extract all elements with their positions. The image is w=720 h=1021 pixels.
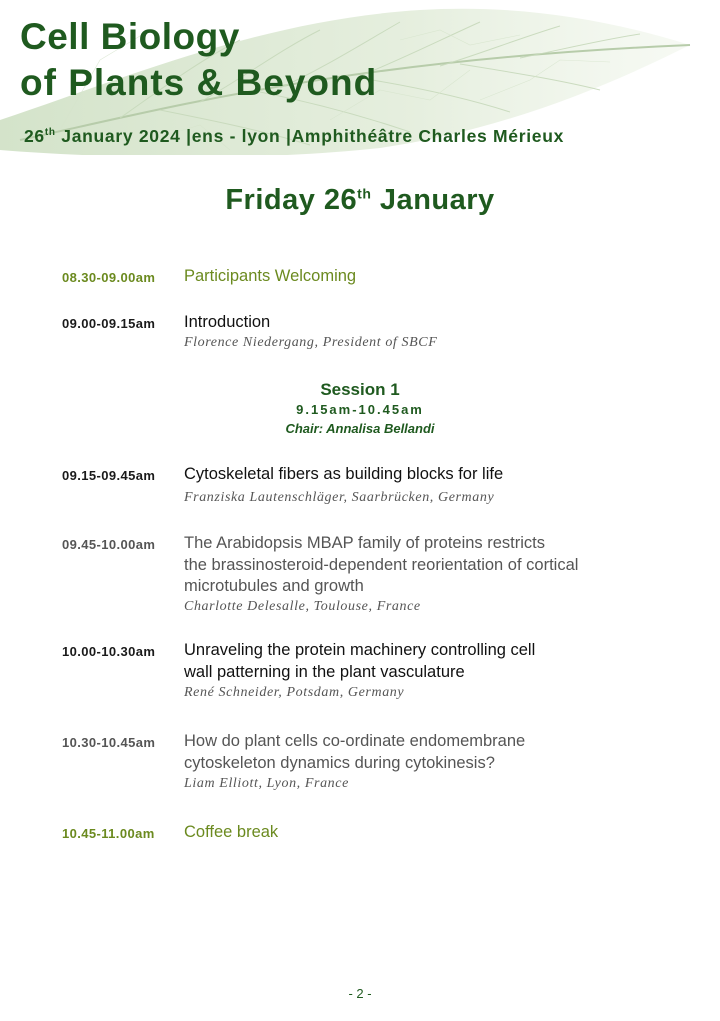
talk-title-line: cytoskeleton dynamics during cytokinesis? [184,753,495,772]
talk-title-line: microtubules and growth [184,577,364,595]
conference-title [20,14,377,106]
conference-title-line2: of Plants & Beyond [20,62,378,103]
conference-date-suffix: th [44,127,56,139]
schedule-content [184,464,684,506]
talk-title-line: wall patterning in the plant vasculature [184,662,465,681]
schedule-content [184,640,684,701]
header-banner [0,0,720,155]
talk-title: Participants Welcoming [184,267,357,285]
session-chair: Chair: Annalisa Bellandi [285,421,435,436]
schedule-content [184,533,684,615]
schedule-time: 10.00-10.30am [62,644,156,659]
speaker: Liam Elliott, Lyon, France [184,776,349,791]
talk-title-line: the brassinosteroid-dependent reorientation of cortical [184,555,579,574]
schedule-time: 09.15-09.45am [62,468,156,483]
speaker: Charlotte Delesalle, Toulouse, France [184,598,421,614]
schedule-time: 10.30-10.45am [62,735,156,750]
schedule-content [184,731,684,792]
schedule-time: 09.00-09.15am [62,316,156,331]
session-header [0,380,720,436]
speaker: Florence Niedergang, President of SBCF [184,334,438,350]
conference-title-line1: Cell Biology [20,16,240,57]
speaker: René Schneider, Potsdam, Germany [184,685,405,700]
day-title-suffix: th [357,185,372,202]
talk-title: Cytoskeletal fibers as building blocks for life [184,465,504,483]
conference-date-venue [24,126,564,147]
talk-title-line: How do plant cells co-ordinate endomembrane [184,732,526,750]
schedule-time: 10.45-11.00am [62,826,155,841]
schedule-time: 08.30-09.00am [62,270,156,285]
schedule-time: 09.45-10.00am [62,537,156,552]
talk-title: Coffee break [184,823,279,841]
day-title-rest: January [371,184,495,216]
day-title-prefix: Friday 26 [225,184,358,216]
schedule-content [184,312,684,351]
session-time: 9.15am-10.45am [296,402,424,417]
schedule-content [184,266,684,288]
talk-title: Introduction [184,313,271,331]
conference-date-rest: January 2024 |ens - lyon |Amphithéâtre Charles Mérieux [55,126,565,146]
talk-title-line: Unraveling the protein machinery controlling cell [184,641,536,659]
talk-title-line: The Arabidopsis MBAP family of proteins restricts [184,534,546,552]
conference-date-day: 26 [24,126,45,146]
speaker: Franziska Lautenschläger, Saarbrücken, Germany [184,489,495,505]
day-title [0,184,720,217]
schedule-content [184,822,684,844]
session-title: Session 1 [320,380,400,399]
page-number: - 2 - [348,986,372,1001]
